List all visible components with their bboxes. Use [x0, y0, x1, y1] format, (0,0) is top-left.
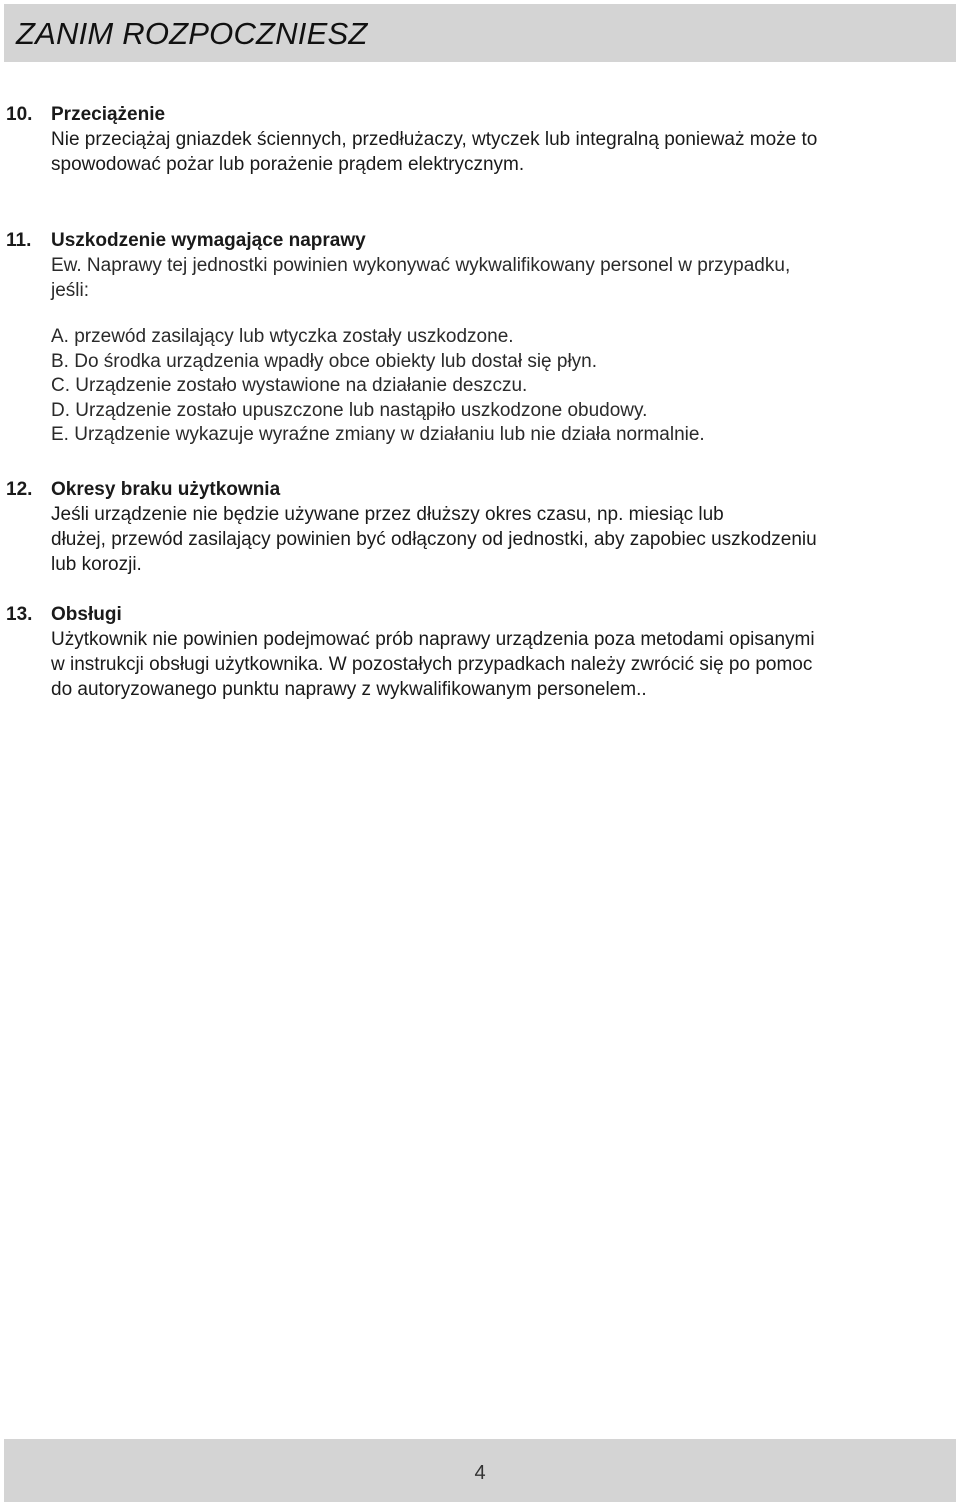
- list-item: C. Urządzenie zostało wystawione na działanie deszczu.: [51, 375, 528, 397]
- section-title: Obsługi: [51, 604, 122, 625]
- section-body: Ew. Naprawy tej jednostki powinien wykonywać wykwalifikowany personel w przypadku, jeśli:: [51, 255, 791, 301]
- page-header: [4, 4, 956, 62]
- section-body: Użytkownik nie powinien podejmować prób naprawy urządzenia poza metodami opisanymi w instrukcji obsługi użytkownika. W pozostałych przypadkach należy zwrócić się po pomoc do autoryzowanego punktu naprawy z wykwalifikowanym personelem..: [51, 629, 815, 700]
- section-number: 11.: [6, 230, 32, 251]
- section-body: Jeśli urządzenie nie będzie używane przez dłuższy okres czasu, np. miesiąc lub dłużej, przewód zasilający powinien być odłączony od jednostki, aby zapobiec uszkodzeniu lub korozji.: [51, 504, 817, 575]
- page-number: 4: [474, 1462, 486, 1484]
- page-footer: [4, 1439, 956, 1502]
- section-title: Przeciążenie: [51, 104, 166, 125]
- section-number: 10.: [6, 104, 33, 125]
- section-title: Okresy braku użytkownia: [51, 479, 281, 500]
- list-item: D. Urządzenie zostało upuszczone lub nastąpiło uszkodzone obudowy.: [51, 399, 648, 421]
- damage-conditions-list: [51, 325, 956, 448]
- list-item: B. Do środka urządzenia wpadły obce obiekty lub dostał się płyn.: [51, 350, 598, 372]
- list-item: E. Urządzenie wykazuje wyraźne zmiany w działaniu lub nie działa normalnie.: [51, 424, 705, 446]
- section-number: 12.: [6, 479, 33, 500]
- page-title: ZANIM ROZPOCZNIESZ: [16, 16, 368, 51]
- section-number: 13.: [6, 604, 33, 625]
- section-body: Nie przeciążaj gniazdek ściennych, przedłużaczy, wtyczek lub integralną ponieważ może to spowodować pożar lub porażenie prądem elektrycznym.: [51, 129, 818, 175]
- section-title: Uszkodzenie wymagające naprawy: [51, 230, 366, 251]
- list-item: A. przewód zasilający lub wtyczka zostały uszkodzone.: [51, 326, 514, 347]
